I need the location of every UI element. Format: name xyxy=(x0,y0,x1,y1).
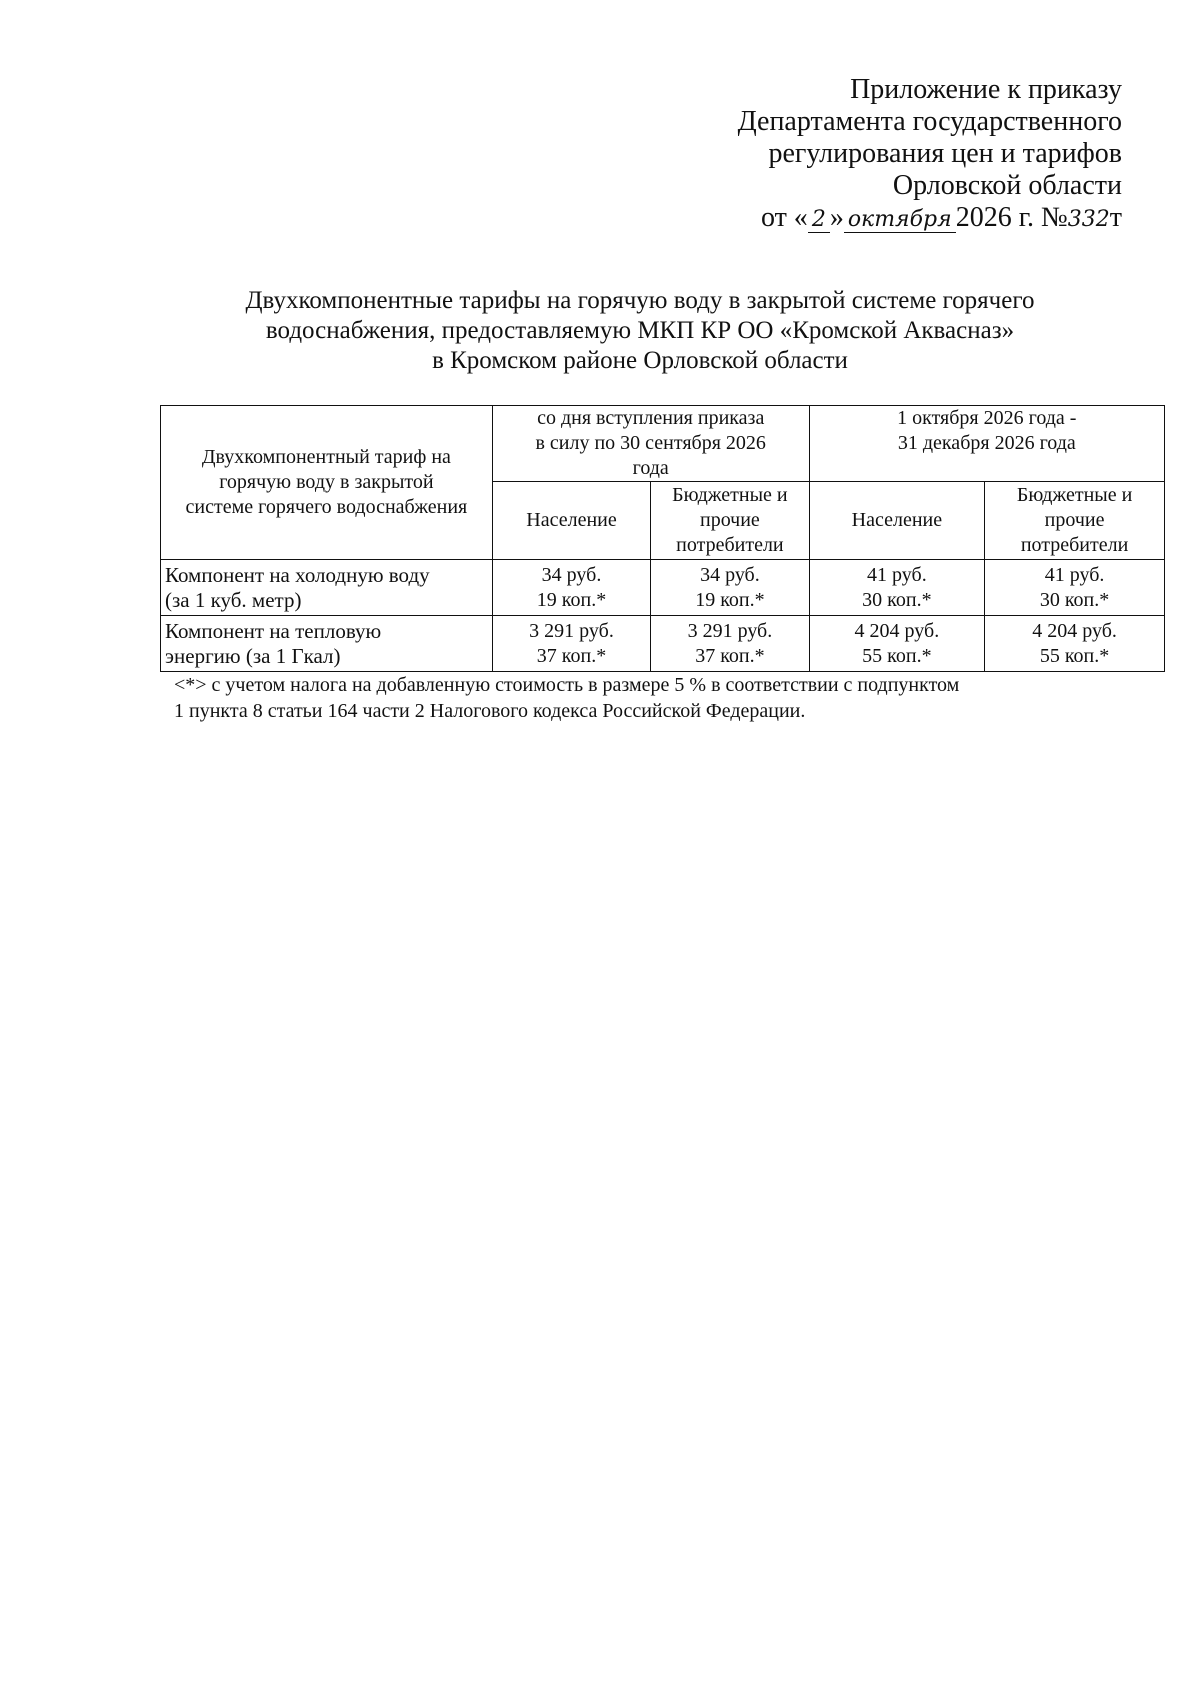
title-line: водоснабжения, предоставляемую МКП КР ОО «Кромской Аквасназ» xyxy=(265,317,1015,344)
document-title xyxy=(150,286,1130,376)
tariff-cell: 3 291 руб. 37 коп.* xyxy=(651,616,809,672)
header-period-2: 1 октября 2026 года - 31 декабря 2026 года xyxy=(809,406,1164,482)
appendix-header xyxy=(738,74,1122,236)
appendix-line: Орловской области xyxy=(892,170,1122,201)
date-mid: » xyxy=(829,202,844,233)
table-header-row xyxy=(161,406,1165,482)
table-row xyxy=(161,616,1165,672)
tariff-cell: 3 291 руб. 37 коп.* xyxy=(492,616,650,672)
row-label-cold-water: Компонент на холодную воду (за 1 куб. метр) xyxy=(161,560,493,616)
subheader-population: Население xyxy=(492,482,650,560)
title-line: Двухкомпонентные тарифы на горячую воду в закрытой системе горячего xyxy=(245,287,1035,314)
footnote-line: 1 пункта 8 статьи 164 части 2 Налогового кодекса Российской Федерации. xyxy=(174,700,806,722)
tariff-cell: 41 руб. 30 коп.* xyxy=(985,560,1165,616)
footnote-line: <*> с учетом налога на добавленную стоимость в размере 5 % в соответствии с подпунктом xyxy=(174,674,960,696)
order-date-line xyxy=(738,202,1122,236)
handwritten-day: 2 xyxy=(808,208,830,233)
appendix-line: регулирования цен и тарифов xyxy=(768,138,1122,169)
date-suffix: т xyxy=(1109,202,1122,233)
appendix-line: Департамента государственного xyxy=(737,106,1122,137)
tariff-cell: 34 руб. 19 коп.* xyxy=(492,560,650,616)
date-year: 2026 г. № xyxy=(955,202,1068,233)
appendix-line: Приложение к приказу xyxy=(850,74,1122,105)
row-label-heat-energy: Компонент на тепловую энергию (за 1 Гкал) xyxy=(161,616,493,672)
subheader-population: Население xyxy=(809,482,985,560)
table-row xyxy=(161,560,1165,616)
footnote xyxy=(174,672,1110,724)
header-period-1: со дня вступления приказа в силу по 30 сентября 2026 года xyxy=(492,406,809,482)
tariff-table xyxy=(160,405,1165,672)
subheader-budget: Бюджетные и прочие потребители xyxy=(651,482,809,560)
handwritten-month: октября xyxy=(844,208,956,233)
handwritten-number: 332 xyxy=(1067,207,1110,232)
tariff-cell: 34 руб. 19 коп.* xyxy=(651,560,809,616)
title-line: в Кромском районе Орловской области xyxy=(432,347,848,374)
tariff-cell: 41 руб. 30 коп.* xyxy=(809,560,985,616)
subheader-budget: Бюджетные и прочие потребители xyxy=(985,482,1165,560)
tariff-cell: 4 204 руб. 55 коп.* xyxy=(809,616,985,672)
tariff-cell: 4 204 руб. 55 коп.* xyxy=(985,616,1165,672)
header-tariff-label: Двухкомпонентный тариф на горячую воду в закрытой системе горячего водоснабжения xyxy=(161,406,493,560)
date-prefix: от « xyxy=(760,202,808,233)
